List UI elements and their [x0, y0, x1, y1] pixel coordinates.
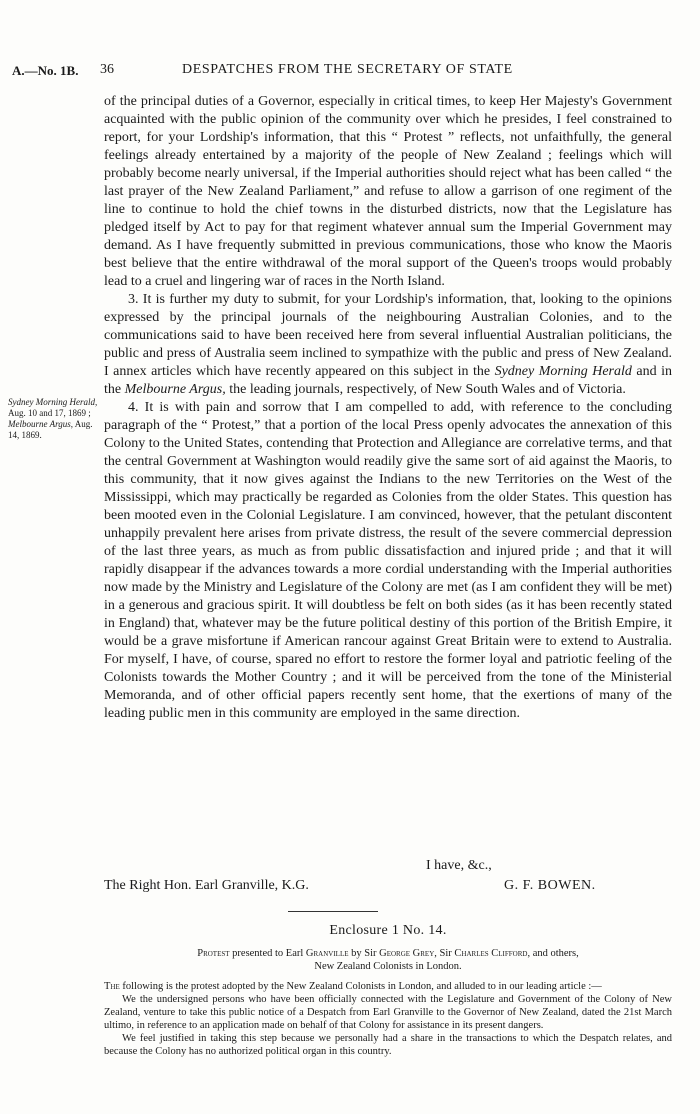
- enclosure-title: Enclosure 1 No. 14.: [329, 923, 447, 938]
- intro-line: [104, 980, 672, 993]
- paragraph-3-text: 3. It is further my duty to submit, for your Lordship's information, that, looking to the opinions expressed by the principal journals of the neighbouring Australian Colonies, and to the communications said to have been received here from several influential Australian politicians, the public and press of Australia seem inclined to sympathize with the public and press of New Zealand. I annex articles which have recently appeared on this subject in the: [104, 292, 672, 379]
- paragraph-3-and: and in the: [104, 364, 672, 397]
- intro-first-word: The: [104, 981, 120, 992]
- section-divider: [288, 911, 378, 912]
- signature: G. F. BOWEN.: [504, 878, 596, 893]
- running-title: DESPATCHES FROM THE SECRETARY OF STATE: [182, 62, 513, 77]
- margin-paper-1: Sydney Morning Herald,: [8, 397, 98, 407]
- protest-section: [104, 980, 672, 1058]
- margin-date-1: Aug. 10 and 17, 1869 ;: [8, 408, 91, 418]
- protest-heading-text-4: , and others,: [527, 948, 579, 959]
- newspaper-sydney: Sydney Morning Herald: [494, 364, 632, 379]
- margin-note: [8, 397, 103, 441]
- paragraph-3-end: the leading journals, respectively, of New South Wales and of Victoria.: [229, 382, 626, 397]
- name-clifford: Charles Clifford: [454, 948, 528, 959]
- page-header: [12, 62, 672, 82]
- protest-heading: [104, 947, 672, 973]
- addressee: The Right Hon. Earl Granville, K.G.: [104, 878, 309, 893]
- newspaper-melbourne: Melbourne Argus,: [124, 382, 226, 397]
- margin-date-2: Aug. 14, 1869.: [8, 419, 93, 440]
- despatch-body: [104, 93, 672, 723]
- margin-paper-2: Melbourne Argus,: [8, 419, 73, 429]
- paragraph-continuation: of the principal duties of a Governor, especially in critical times, to keep Her Majesty's Government acquainted with the public opinion of the community over which he presides, I feel constrained to report, for your Lordship's information, that this “ Protest ” reflects, not unfaithfully, the general feelings already entertained by a majority of the people of New Zealand ; feelings which will probably become nearly universal, if the Imperial authorities should reject what has been called “ the last prayer of the New Zealand Parliament,” and refuse to allow a garrison of one regiment of the line to continue to hold the chief towns in the disturbed districts, now that the Legislature has pledged itself by Act to pay for that regiment whatever annual sum the Imperial Government may demand. As I have frequently submitted in previous communications, those who know the Maoris best believe that the entire withdrawal of the moral support of the Queen's troops would probably lead to a cruel and lingering war of races in the North Island.: [104, 94, 672, 289]
- protest-heading-line2: New Zealand Colonists in London.: [314, 961, 462, 972]
- paper-reference: A.—No. 1B.: [12, 63, 79, 78]
- paragraph-4: 4. It is with pain and sorrow that I am compelled to add, with reference to the concluding paragraph of the “ Protest,” that a portion of the local Press openly advocates the annexation of this Colony to the United States, contending that Protection and Allegiance are correlative terms, and that the central Government at Washington would readily give the same sort of aid against the Maoris, to this community, that it now gives against the Indians to the new Territories on the West of the Mississippi, which may practically be regarded as Colonies from the older States. This question has been mooted even in the Colonial Legislature. I am convinced, however, that the petulant discontent unhappily prevalent here arises from private distress, the result of the severe commercial depression of the last three years, as much as from public dissatisfaction and injured pride ; and that it will rapidly disappear if the advances towards a more cordial understanding with the Imperial authorities now made by the Ministry and Legislature of the Colony are met (as I am confident they will be met) in a generous and gracious spirit. It will doubtless be felt on both sides (as it has been recently stated in England) that, whatever may be the future political destiny of this portion of the British Empire, it would be a grave misfortune if American rancour against Great Britain were to extend to Australia. For myself, I have, of course, spared no effort to restore the former loyal and patriotic feeling of the Colonists towards the Mother Country ; and it will be perceived from the tone of the Ministerial Memoranda, and of other official papers recently sent home, that the exertions of many of the leading public men in this community are employed in the same direction.: [104, 400, 672, 721]
- protest-heading-text-2: by Sir: [351, 948, 377, 959]
- protest-word: Protest: [197, 948, 230, 959]
- protest-paragraph-2: We feel justified in taking this step because we personally had a share in the transactions to which the Despatch relates, and because the Colony has no authorized political organ in this country.: [104, 1033, 672, 1057]
- protest-heading-text-1: presented to Earl: [232, 948, 304, 959]
- name-grey: George Grey: [379, 948, 435, 959]
- protest-paragraph-1: We the undersigned persons who have been officially connected with the Legislature and Government of the Colony of New Zealand, venture to take this public notice of a Despatch from Earl Granville to the Governor of New Zealand, dated the 21st March ultimo, in reference to an application made on behalf of that Colony for assistance in its present dangers.: [104, 994, 672, 1031]
- page-number: 36: [100, 62, 114, 77]
- closing-formula: I have, &c.,: [426, 858, 492, 873]
- intro-text: following is the protest adopted by the New Zealand Colonists in London, and alluded to in our leading article :—: [122, 981, 602, 992]
- paragraph-3: [104, 291, 672, 399]
- protest-heading-line1: [104, 947, 672, 960]
- name-granville: Granville: [305, 948, 349, 959]
- protest-heading-text-3: , Sir: [434, 948, 452, 959]
- sign-off: [104, 858, 672, 896]
